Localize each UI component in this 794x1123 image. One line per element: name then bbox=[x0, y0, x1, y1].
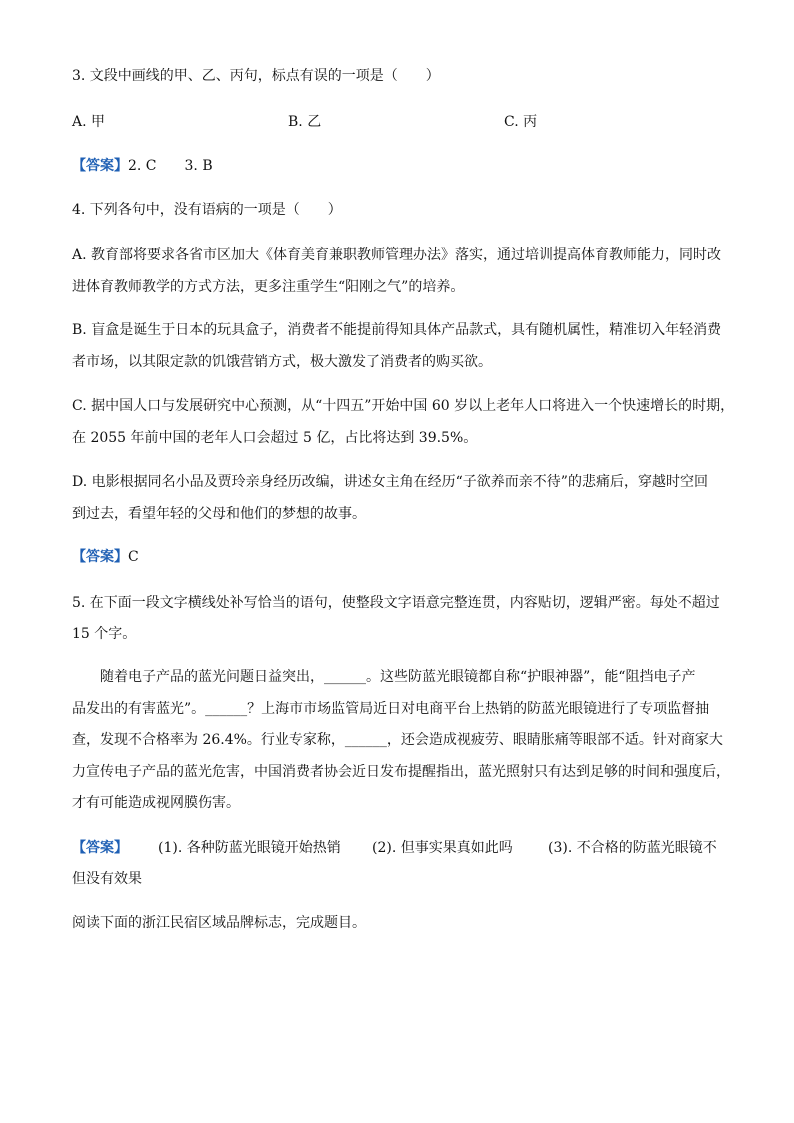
q3-option-a: A. 甲 bbox=[72, 114, 106, 130]
answer-5-continuation: 但没有效果 bbox=[72, 871, 142, 887]
q3-option-c: C. 丙 bbox=[504, 114, 538, 130]
q4-option-a-line1: A. 教育部将要求各省市区加大《体育美育兼职教师管理办法》落实，通过培训提高体育教师能力，同时改 bbox=[72, 247, 722, 263]
q4-option-b-line2: 者市场，以其限定款的饥饿营销方式，极大激发了消费者的购买欲。 bbox=[72, 354, 492, 370]
q4-stem: 4. 下列各句中，没有语病的一项是（ ） bbox=[72, 202, 342, 218]
next-section-instruction: 阅读下面的浙江民宿区域品牌标志，完成题目。 bbox=[72, 915, 366, 931]
answer-5-part1: (1). 各种防蓝光眼镜开始热销 bbox=[158, 840, 341, 856]
answer-tag: 【答案】 bbox=[72, 840, 128, 856]
q5-stem-line2: 15 个字。 bbox=[72, 626, 137, 642]
answer-5-part2: (2). 但事实果真如此吗 bbox=[372, 840, 513, 856]
q5-passage-line1: 随着电子产品的蓝光问题日益突出，______。这些防蓝光眼镜都自称“护眼神器”，能“阻挡电子产 bbox=[100, 669, 696, 685]
answer-tag: 【答案】 bbox=[72, 549, 128, 565]
q4-option-c-line1: C. 据中国人口与发展研究中心预测，从“十四五”开始中国 60 岁以上老年人口将进入一个快速增长的时期， bbox=[72, 398, 735, 414]
q4-option-a-line2: 进体育教师教学的方式方法，更多注重学生“阳刚之气”的培养。 bbox=[72, 279, 465, 295]
q5-passage-line2: 品发出的有害蓝光”。______？上海市市场监管局近日对电商平台上热销的防蓝光眼镜进行了专项监督抽 bbox=[72, 701, 710, 717]
q5-passage-line3: 查，发现不合格率为 26.4%。行业专家称，______，还会造成视疲劳、眼睛胀痛等眼部不适。针对商家大 bbox=[72, 732, 723, 748]
q5-stem-line1: 5. 在下面一段文字横线处补写恰当的语句，使整段文字语意完整连贯，内容贴切，逻辑严密。每处不超过 bbox=[72, 595, 720, 611]
answer-5-part3: (3). 不合格的防蓝光眼镜不 bbox=[548, 840, 717, 856]
q5-passage-line5: 才有可能造成视网膜伤害。 bbox=[72, 795, 240, 811]
answer-block-23 bbox=[72, 156, 213, 176]
q4-option-b-line1: B. 盲盒是诞生于日本的玩具盒子，消费者不能提前得知具体产品款式，具有随机属性，精准切入年轻消费 bbox=[72, 322, 722, 338]
q4-option-d-line1: D. 电影根据同名小品及贾玲亲身经历改编，讲述女主角在经历“子欲养而亲不待”的悲痛后，穿越时空回 bbox=[72, 474, 708, 490]
q4-option-c-line2: 在 2055 年前中国的老年人口会超过 5 亿，占比将达到 39.5%。 bbox=[72, 430, 478, 446]
answer-tag: 【答案】 bbox=[72, 158, 128, 174]
answer-text: 2. C 3. B bbox=[128, 158, 213, 174]
q4-option-d-line2: 到过去，看望年轻的父母和他们的梦想的故事。 bbox=[72, 506, 366, 522]
q3-stem: 3. 文段中画线的甲、乙、丙句，标点有误的一项是（ ） bbox=[72, 68, 440, 84]
q3-option-b: B. 乙 bbox=[288, 114, 322, 130]
answer-tag-5 bbox=[72, 838, 128, 858]
answer-text: C bbox=[128, 549, 139, 565]
q5-passage-line4: 力宣传电子产品的蓝光危害，中国消费者协会近日发布提醒指出，蓝光照射只有达到足够的时间和强度后， bbox=[72, 764, 730, 780]
answer-block-4 bbox=[72, 547, 139, 567]
